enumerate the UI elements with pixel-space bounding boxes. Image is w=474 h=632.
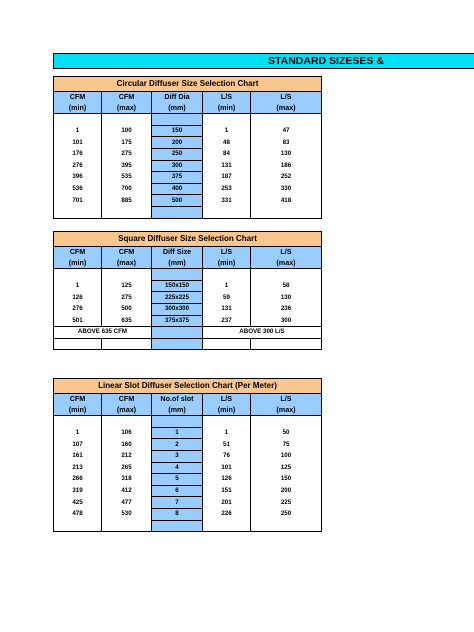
table-cell: 186 (251, 160, 322, 172)
table-cell: 187 (203, 172, 251, 184)
table-cell: 106 (102, 427, 152, 439)
table-cell: 319 (54, 485, 102, 497)
table-row (54, 450, 322, 462)
table-cell: 200 (251, 485, 322, 497)
table-cell: 412 (102, 485, 152, 497)
table-cell: 635 (102, 315, 152, 327)
empty-cell (203, 416, 251, 428)
spacer-row (54, 269, 322, 281)
table-row (54, 148, 322, 160)
column-header: L/S (251, 394, 322, 405)
column-header: CFM (102, 92, 152, 103)
table-row (54, 292, 322, 304)
note-right: ABOVE 300 L/S (203, 327, 322, 339)
column-subheader: (mm) (152, 258, 203, 269)
table-cell: 418 (251, 195, 322, 207)
table-cell: 375x375 (152, 315, 203, 327)
spacer-row (54, 206, 322, 218)
table-cell: 225 (251, 497, 322, 509)
empty-cell (102, 269, 152, 281)
table-cell: 7 (152, 497, 203, 509)
column-subheader: (max) (102, 258, 152, 269)
table-row (54, 439, 322, 451)
table-cell: 250 (152, 148, 203, 160)
table-cell: 126 (54, 292, 102, 304)
table-cell: 47 (251, 125, 322, 137)
table-row (54, 172, 322, 184)
table-cell: 1 (54, 280, 102, 292)
table-cell: 107 (54, 439, 102, 451)
empty-cell (54, 206, 102, 218)
table-cell: 395 (102, 160, 152, 172)
column-subheader: (min) (203, 103, 251, 114)
table-cell: 126 (203, 474, 251, 486)
table-cell: 200 (152, 137, 203, 149)
table-cell: 1 (203, 280, 251, 292)
table-cell: 300 (152, 160, 203, 172)
circular-diffuser-table (53, 76, 322, 219)
table-cell: 226 (203, 508, 251, 520)
column-header: CFM (54, 92, 102, 103)
note-left: ABOVE 635 CFM (54, 327, 152, 339)
column-subheader: (max) (251, 103, 322, 114)
table-cell: 76 (203, 450, 251, 462)
column-subheader: (mm) (152, 405, 203, 416)
empty-cell (203, 114, 251, 126)
table-cell: 130 (251, 292, 322, 304)
table-cell: 176 (54, 148, 102, 160)
table-cell: 265 (102, 462, 152, 474)
table-cell: 700 (102, 183, 152, 195)
table-cell: 276 (54, 160, 102, 172)
empty-cell (102, 520, 152, 532)
empty-cell (203, 338, 251, 350)
table-cell: 275 (102, 148, 152, 160)
table-cell: 300 (251, 315, 322, 327)
table-cell: 477 (102, 497, 152, 509)
table-cell: 266 (54, 474, 102, 486)
empty-cell (251, 520, 322, 532)
column-subheader: (max) (251, 405, 322, 416)
table-cell: 1 (152, 427, 203, 439)
table-cell: 50 (251, 427, 322, 439)
empty-cell (102, 416, 152, 428)
column-subheader: (max) (102, 103, 152, 114)
table-row (54, 280, 322, 292)
table-title: Square Diffuser Size Selection Chart (54, 232, 322, 247)
column-header: CFM (102, 247, 152, 258)
column-subheader: (min) (203, 405, 251, 416)
table-row (54, 462, 322, 474)
empty-cell (54, 338, 102, 350)
table-cell: 201 (203, 497, 251, 509)
empty-cell (251, 416, 322, 428)
column-header: L/S (203, 92, 251, 103)
table-cell: 330 (251, 183, 322, 195)
column-header: L/S (203, 394, 251, 405)
empty-cell (203, 269, 251, 281)
table-row (54, 427, 322, 439)
table-cell: 8 (152, 508, 203, 520)
table-cell: 84 (203, 148, 251, 160)
empty-cell (54, 416, 102, 428)
table-cell: 501 (54, 315, 102, 327)
table-cell: 75 (251, 439, 322, 451)
column-subheader: (max) (251, 258, 322, 269)
table-cell: 252 (251, 172, 322, 184)
table-cell: 425 (54, 497, 102, 509)
table-row (54, 315, 322, 327)
empty-cell (152, 206, 203, 218)
table-cell: 131 (203, 303, 251, 315)
table-cell: 83 (251, 137, 322, 149)
table-cell: 101 (54, 137, 102, 149)
spacer-row (54, 338, 322, 350)
column-subheader: (min) (203, 258, 251, 269)
table-cell: 6 (152, 485, 203, 497)
column-header: Diff Size (152, 247, 203, 258)
spacer-row (54, 416, 322, 428)
table-cell: 250 (251, 508, 322, 520)
linear-slot-diffuser-table (53, 378, 322, 532)
column-header: L/S (251, 247, 322, 258)
empty-cell (251, 206, 322, 218)
page-banner (53, 53, 474, 69)
table-cell: 530 (102, 508, 152, 520)
empty-cell (152, 327, 203, 339)
table-cell: 701 (54, 195, 102, 207)
table-cell: 400 (152, 183, 203, 195)
column-header: L/S (251, 92, 322, 103)
spacer-row (54, 520, 322, 532)
empty-cell (54, 520, 102, 532)
page-banner-title: STANDARD SIZESES & (268, 55, 384, 67)
empty-cell (152, 114, 203, 126)
empty-cell (152, 338, 203, 350)
column-header: CFM (54, 247, 102, 258)
table-title: Linear Slot Diffuser Selection Chart (Per Meter) (54, 379, 322, 394)
empty-cell (203, 520, 251, 532)
table-cell: 51 (203, 439, 251, 451)
empty-cell (251, 338, 322, 350)
table-cell: 101 (203, 462, 251, 474)
table-cell: 130 (251, 148, 322, 160)
table-cell: 318 (102, 474, 152, 486)
table-cell: 150x150 (152, 280, 203, 292)
table-cell: 396 (54, 172, 102, 184)
table-row (54, 303, 322, 315)
table-cell: 59 (203, 292, 251, 304)
column-subheader: (min) (54, 103, 102, 114)
empty-cell (152, 269, 203, 281)
table-row (54, 160, 322, 172)
table-cell: 212 (102, 450, 152, 462)
column-subheader: (max) (102, 405, 152, 416)
column-header: CFM (102, 394, 152, 405)
table-cell: 535 (102, 172, 152, 184)
empty-cell (251, 269, 322, 281)
table-row (54, 485, 322, 497)
square-diffuser-table (53, 231, 322, 350)
column-header: No.of slot (152, 394, 203, 405)
table-cell: 1 (54, 427, 102, 439)
table-cell: 100 (102, 125, 152, 137)
table-cell: 58 (251, 280, 322, 292)
table-cell: 1 (203, 427, 251, 439)
table-cell: 500 (102, 303, 152, 315)
table-cell: 236 (251, 303, 322, 315)
table-row (54, 497, 322, 509)
column-header: Diff Dia (152, 92, 203, 103)
table-cell: 253 (203, 183, 251, 195)
table-cell: 5 (152, 474, 203, 486)
table-row (54, 508, 322, 520)
table-cell: 885 (102, 195, 152, 207)
table-cell: 1 (203, 125, 251, 137)
empty-cell (102, 114, 152, 126)
table-cell: 161 (54, 450, 102, 462)
table-cell: 536 (54, 183, 102, 195)
table-cell: 375 (152, 172, 203, 184)
column-subheader: (min) (54, 405, 102, 416)
empty-cell (102, 338, 152, 350)
column-subheader: (mm) (152, 103, 203, 114)
note-row (54, 327, 322, 339)
column-header: CFM (54, 394, 102, 405)
table-cell: 276 (54, 303, 102, 315)
table-title: Circular Diffuser Size Selection Chart (54, 77, 322, 92)
table-cell: 4 (152, 462, 203, 474)
table-cell: 331 (203, 195, 251, 207)
table-row (54, 474, 322, 486)
table-row (54, 125, 322, 137)
table-cell: 125 (102, 280, 152, 292)
table-cell: 151 (203, 485, 251, 497)
table-cell: 237 (203, 315, 251, 327)
table-cell: 213 (54, 462, 102, 474)
table-cell: 478 (54, 508, 102, 520)
table-cell: 150 (152, 125, 203, 137)
empty-cell (54, 114, 102, 126)
table-row (54, 137, 322, 149)
empty-cell (152, 416, 203, 428)
empty-cell (251, 114, 322, 126)
empty-cell (102, 206, 152, 218)
table-row (54, 183, 322, 195)
column-header: L/S (203, 247, 251, 258)
column-subheader: (min) (54, 258, 102, 269)
empty-cell (203, 206, 251, 218)
table-row (54, 195, 322, 207)
table-cell: 160 (102, 439, 152, 451)
table-cell: 225x225 (152, 292, 203, 304)
empty-cell (152, 520, 203, 532)
table-cell: 125 (251, 462, 322, 474)
table-cell: 175 (102, 137, 152, 149)
spacer-row (54, 114, 322, 126)
table-cell: 300x300 (152, 303, 203, 315)
table-cell: 131 (203, 160, 251, 172)
empty-cell (54, 269, 102, 281)
table-cell: 275 (102, 292, 152, 304)
table-cell: 500 (152, 195, 203, 207)
table-cell: 100 (251, 450, 322, 462)
table-cell: 1 (54, 125, 102, 137)
table-cell: 3 (152, 450, 203, 462)
table-cell: 2 (152, 439, 203, 451)
table-cell: 150 (251, 474, 322, 486)
table-cell: 48 (203, 137, 251, 149)
